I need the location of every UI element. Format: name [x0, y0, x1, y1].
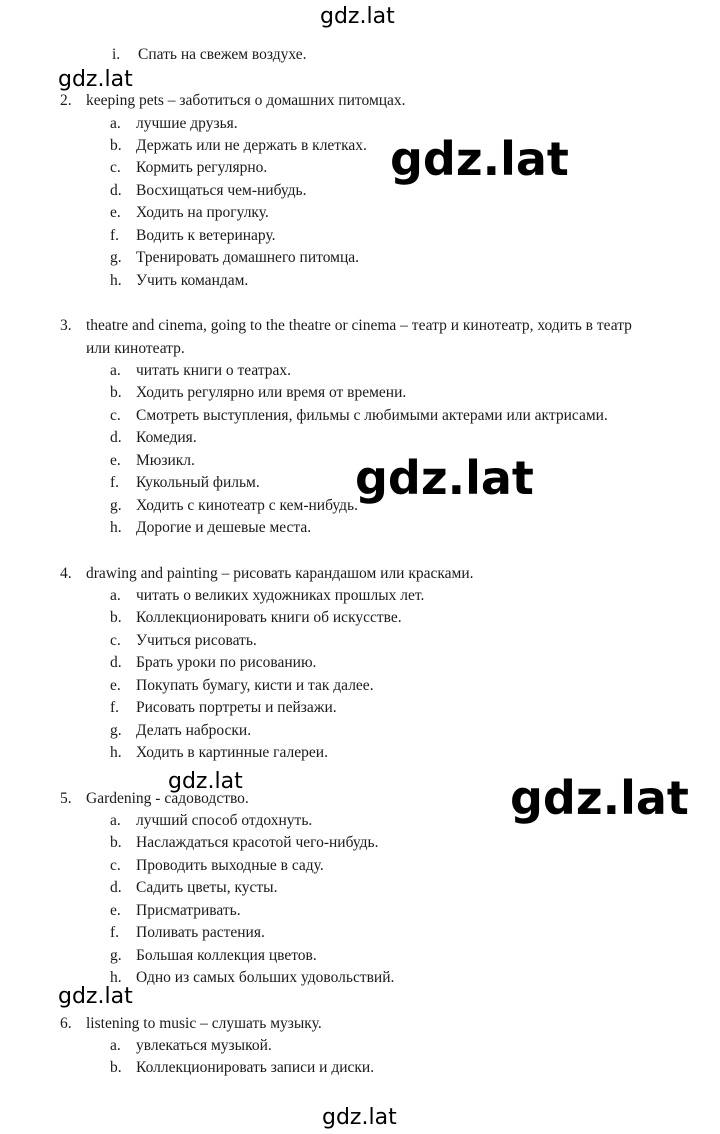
item-marker: a. — [110, 1037, 121, 1054]
item-text: Рисовать портреты и пейзажи. — [136, 699, 337, 716]
item-marker: g. — [110, 249, 122, 266]
section-title: keeping pets – заботиться о домашних питомцах. — [86, 92, 406, 109]
list-item — [110, 1058, 374, 1078]
section-title: theatre and cinema, going to the theatre or cinema – театр и кинотеатр, ходить в театр — [86, 317, 632, 334]
list-item — [110, 248, 359, 268]
item-marker: a. — [110, 812, 121, 829]
item-text: Кукольный фильм. — [136, 474, 260, 491]
item-text: Дорогие и дешевые места. — [136, 519, 312, 536]
section-heading-3-continued — [86, 339, 185, 359]
list-item — [110, 383, 406, 403]
watermark: gdz.lat — [355, 451, 534, 505]
list-item — [110, 901, 241, 921]
list-item — [110, 226, 276, 246]
item-text: Спать на свежем воздухе. — [138, 46, 307, 63]
item-marker: a. — [110, 362, 121, 379]
list-item — [110, 158, 267, 178]
item-text: Учиться рисовать. — [136, 632, 257, 649]
item-marker: d. — [110, 429, 122, 446]
list-item — [110, 271, 248, 291]
section-number: 4. — [60, 565, 72, 582]
item-text: Учить командам. — [136, 272, 249, 289]
watermark: gdz.lat — [322, 1105, 397, 1130]
item-marker: b. — [110, 834, 122, 851]
section-number: 3. — [60, 317, 72, 334]
list-item — [110, 518, 311, 538]
item-marker: g. — [110, 947, 122, 964]
section-heading-2 — [60, 91, 406, 111]
item-marker: g. — [110, 722, 122, 739]
item-marker: a. — [110, 115, 121, 132]
item-text: Ходить на прогулку. — [136, 204, 269, 221]
item-marker: b. — [110, 1059, 122, 1076]
list-item — [110, 923, 265, 943]
section-heading-4 — [60, 564, 474, 584]
item-marker: f. — [110, 924, 120, 941]
item-text: Брать уроки по рисованию. — [136, 654, 317, 671]
item-marker: d. — [110, 879, 122, 896]
section-number: 6. — [60, 1015, 72, 1032]
item-marker: f. — [110, 474, 120, 491]
item-marker: e. — [110, 452, 121, 469]
list-item — [110, 653, 316, 673]
item-marker: a. — [110, 587, 121, 604]
list-item — [110, 608, 402, 628]
item-marker: d. — [110, 654, 122, 671]
list-item — [112, 45, 307, 65]
item-marker: c. — [110, 407, 121, 424]
item-marker: e. — [110, 902, 121, 919]
item-text: Кормить регулярно. — [136, 159, 268, 176]
item-marker: d. — [110, 182, 122, 199]
item-marker: h. — [110, 969, 122, 986]
list-item — [110, 496, 358, 516]
item-text: лучшие друзья. — [136, 115, 238, 132]
list-item — [110, 114, 238, 134]
item-text: Коллекционировать книги об искусстве. — [136, 609, 402, 626]
item-text: Делать наброски. — [136, 722, 252, 739]
item-marker: f. — [110, 699, 120, 716]
item-marker: e. — [110, 677, 121, 694]
section-heading-3 — [60, 316, 632, 336]
watermark: gdz.lat — [510, 771, 689, 825]
item-text: Ходить с кинотеатр с кем-нибудь. — [136, 497, 358, 514]
list-item — [110, 181, 306, 201]
list-item — [110, 676, 374, 696]
section-number: 2. — [60, 92, 72, 109]
item-text: Мюзикл. — [136, 452, 195, 469]
item-marker: f. — [110, 227, 120, 244]
item-text: увлекаться музыкой. — [136, 1037, 272, 1054]
list-item — [110, 721, 251, 741]
item-text: читать о великих художниках прошлых лет. — [136, 587, 425, 604]
item-text: Комедия. — [136, 429, 197, 446]
section-number: 5. — [60, 790, 72, 807]
list-item — [110, 946, 317, 966]
list-item — [110, 631, 257, 651]
list-item — [110, 586, 424, 606]
list-item — [110, 743, 328, 763]
list-item — [110, 136, 367, 156]
item-text: Водить к ветеринару. — [136, 227, 276, 244]
item-text: Тренировать домашнего питомца. — [136, 249, 360, 266]
item-text: Коллекционировать записи и диски. — [136, 1059, 375, 1076]
list-item — [110, 833, 379, 853]
list-item — [110, 856, 324, 876]
item-text: лучший способ отдохнуть. — [136, 812, 313, 829]
section-heading-6 — [60, 1014, 322, 1034]
list-item — [110, 968, 394, 988]
watermark: gdz.lat — [168, 769, 243, 794]
item-text: Большая коллекция цветов. — [136, 947, 317, 964]
item-text: Держать или не держать в клетках. — [136, 137, 367, 154]
item-text: Наслаждаться красотой чего-нибудь. — [136, 834, 379, 851]
item-marker: c. — [110, 857, 121, 874]
item-text: Проводить выходные в саду. — [136, 857, 324, 874]
item-text: Присматривать. — [136, 902, 241, 919]
list-item — [110, 406, 608, 426]
item-text: Садить цветы, кусты. — [136, 879, 278, 896]
item-text: читать книги о театрах. — [136, 362, 292, 379]
list-item — [110, 451, 195, 471]
item-marker: c. — [110, 159, 121, 176]
watermark: gdz.lat — [58, 984, 133, 1009]
list-item — [110, 811, 312, 831]
item-marker: b. — [110, 137, 122, 154]
item-text: Покупать бумагу, кисти и так далее. — [136, 677, 374, 694]
item-text: Смотреть выступления, фильмы с любимыми актерами или актрисами. — [136, 407, 608, 424]
watermark: gdz.lat — [390, 132, 569, 186]
list-item — [110, 698, 337, 718]
list-item — [110, 878, 277, 898]
item-marker: h. — [110, 519, 122, 536]
list-item — [110, 203, 269, 223]
item-marker: g. — [110, 497, 122, 514]
item-text: Ходить в картинные галереи. — [136, 744, 328, 761]
section-title: Gardening - садоводство. — [86, 790, 249, 807]
item-text: Одно из самых больших удовольствий. — [136, 969, 395, 986]
item-marker: b. — [110, 609, 122, 626]
item-marker: h. — [110, 744, 122, 761]
list-item — [110, 361, 291, 381]
item-text: Восхищаться чем-нибудь. — [136, 182, 307, 199]
item-marker: h. — [110, 272, 122, 289]
item-text: Поливать растения. — [136, 924, 265, 941]
item-marker: e. — [110, 204, 121, 221]
list-item — [110, 1036, 272, 1056]
item-marker: b. — [110, 384, 122, 401]
item-marker: i. — [112, 46, 121, 63]
list-item — [110, 428, 197, 448]
section-title: listening to music – слушать музыку. — [86, 1015, 322, 1032]
section-title-continued: или кинотеатр. — [86, 340, 185, 357]
item-text: Ходить регулярно или время от времени. — [136, 384, 407, 401]
watermark: gdz.lat — [58, 67, 133, 92]
watermark: gdz.lat — [320, 4, 395, 29]
item-marker: c. — [110, 632, 121, 649]
list-item — [110, 473, 260, 493]
section-title: drawing and painting – рисовать карандашом или красками. — [86, 565, 474, 582]
